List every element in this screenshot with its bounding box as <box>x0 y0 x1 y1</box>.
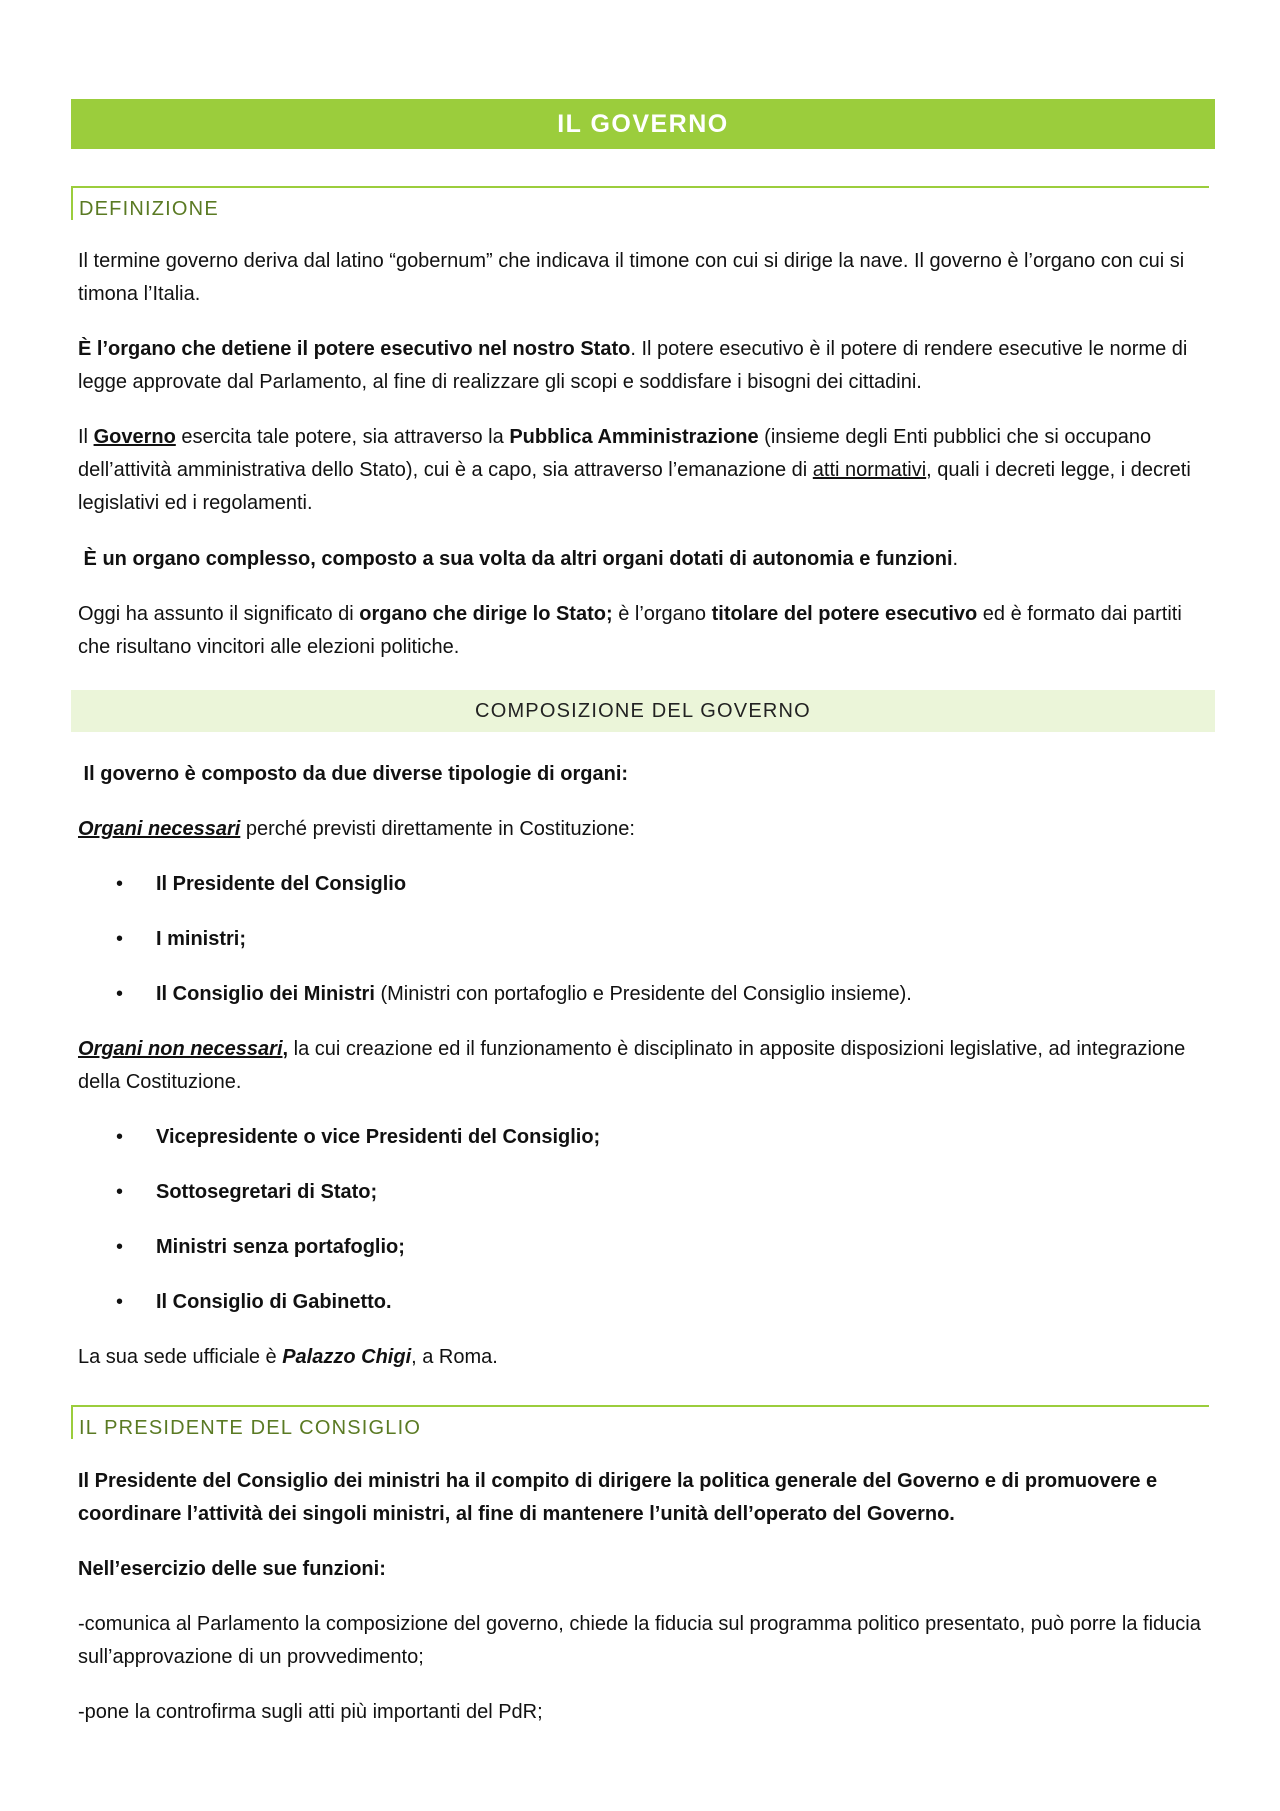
today-text-d: ed è formato dai partiti che risultano vincitori alle elezioni politiche. <box>78 603 1182 658</box>
non-necessary-organs-intro <box>78 1033 1208 1099</box>
paragraph-executive-power <box>78 333 1208 399</box>
list-item-bold: Il Consiglio di Gabinetto. <box>156 1291 392 1313</box>
official-seat <box>78 1341 1208 1374</box>
today-text-a: Oggi ha assunto il significato di <box>78 603 360 625</box>
section-heading-definizione: DEFINIZIONE <box>71 186 1209 220</box>
pa-text-d: , quali i decreti legge, i decreti legislativi ed i regolamenti. <box>78 459 1191 514</box>
list-item-bold: Il Consiglio dei Ministri <box>156 983 375 1005</box>
pa-text-c: (insieme degli Enti pubblici che si occupano dell’attività amministrativa dello Stato), cui è a capo, sia attraverso l’emanazione di <box>78 426 1152 481</box>
pa-term: Pubblica Amministrazione <box>509 426 759 448</box>
bullet-icon: • <box>116 1126 124 1148</box>
president-role <box>78 1465 1208 1531</box>
complex-organ-rest: . <box>952 548 959 570</box>
bullet-icon: • <box>116 1181 124 1203</box>
composition-intro <box>78 758 1208 791</box>
bullet-icon: • <box>116 1236 124 1258</box>
function-parliament-text: -comunica al Parlamento la composizione del governo, chiede la fiducia sul programma politico presentato, può porre la fiducia sull’approvazione di un provvedimento; <box>78 1613 1201 1668</box>
list-item-bold: Vicepresidente o vice Presidenti del Consiglio; <box>156 1126 601 1148</box>
list-item-bold: Sottosegretari di Stato; <box>156 1181 378 1203</box>
president-function-countersign <box>78 1696 1208 1729</box>
seat-text-c: , a Roma. <box>411 1346 498 1368</box>
pa-text-b: esercita tale potere, sia attraverso la <box>175 426 510 448</box>
list-item-bold: Il Presidente del Consiglio <box>156 873 407 895</box>
today-bold-2: titolare del potere esecutivo <box>711 603 978 625</box>
president-functions-intro <box>78 1553 1208 1586</box>
bullet-icon: • <box>116 983 124 1005</box>
non-necessary-organs-label: Organi non necessari <box>78 1038 283 1060</box>
bullet-icon: • <box>116 1291 124 1313</box>
necessary-organs-rest: perché previsti direttamente in Costituzione: <box>240 818 635 840</box>
complex-organ-bold: È un organo complesso, composto a sua volta da altri organi dotati di autonomia e funzioni <box>78 548 953 570</box>
executive-power-bold: È l’organo che detiene il potere esecutivo nel nostro Stato <box>78 338 631 360</box>
seat-text-a: La sua sede ufficiale è <box>78 1346 283 1368</box>
function-countersign-text: -pone la controfirma sugli atti più importanti del PdR; <box>78 1701 543 1723</box>
list-item-rest: (Ministri con portafoglio e Presidente del Consiglio insieme). <box>374 983 912 1005</box>
paragraph-complex-organ <box>78 543 1208 576</box>
non-necessary-organs-rest: la cui creazione ed il funzionamento è disciplinato in apposite disposizioni legislative, ad integrazione della Costituzione. <box>78 1038 1186 1093</box>
today-bold-1: organo che dirige lo Stato; <box>359 603 613 625</box>
document-title: IL GOVERNO <box>71 99 1215 149</box>
paragraph-public-administration <box>78 421 1208 520</box>
list-item-bold: Ministri senza portafoglio; <box>156 1236 405 1258</box>
paragraph-today-meaning <box>78 598 1208 664</box>
bullet-icon: • <box>116 928 124 950</box>
today-text-c: è l’organo <box>612 603 712 625</box>
president-functions-bold: Nell’esercizio delle sue funzioni: <box>78 1558 386 1580</box>
governo-term: Governo <box>93 426 176 448</box>
paragraph-etymology-text: Il termine governo deriva dal latino “gobernum” che indicava il timone con cui si dirige la nave. Il governo è l’organo con cui si timona l’Italia. <box>78 250 1185 305</box>
paragraph-etymology <box>78 245 1208 311</box>
bullet-icon: • <box>116 873 124 895</box>
necessary-organs-label: Organi necessari <box>78 818 241 840</box>
non-necessary-comma: , <box>282 1038 289 1060</box>
seat-palazzo-chigi: Palazzo Chigi <box>282 1346 412 1368</box>
necessary-organs-intro <box>78 813 1208 846</box>
section-heading-composizione: COMPOSIZIONE DEL GOVERNO <box>71 690 1215 732</box>
executive-power-rest: . Il potere esecutivo è il potere di rendere esecutive le norme di legge approvate dal Parlamento, al fine di realizzare gli scopi e soddisfare i bisogni dei cittadini. <box>78 338 1188 393</box>
list-item-bold: I ministri; <box>156 928 247 950</box>
atti-normativi-term: atti normativi <box>812 459 927 481</box>
section-heading-presidente: IL PRESIDENTE DEL CONSIGLIO <box>71 1405 1209 1439</box>
president-function-parliament <box>78 1608 1208 1674</box>
pa-text-a: Il <box>78 426 94 448</box>
composition-intro-bold: Il governo è composto da due diverse tipologie di organi: <box>78 763 629 785</box>
president-role-bold: Il Presidente del Consiglio dei ministri ha il compito di dirigere la politica generale del Governo e di promuovere e coordinare l’attività dei singoli ministri, al fine di mantenere l’unità dell’operato del Governo. <box>78 1470 1158 1525</box>
